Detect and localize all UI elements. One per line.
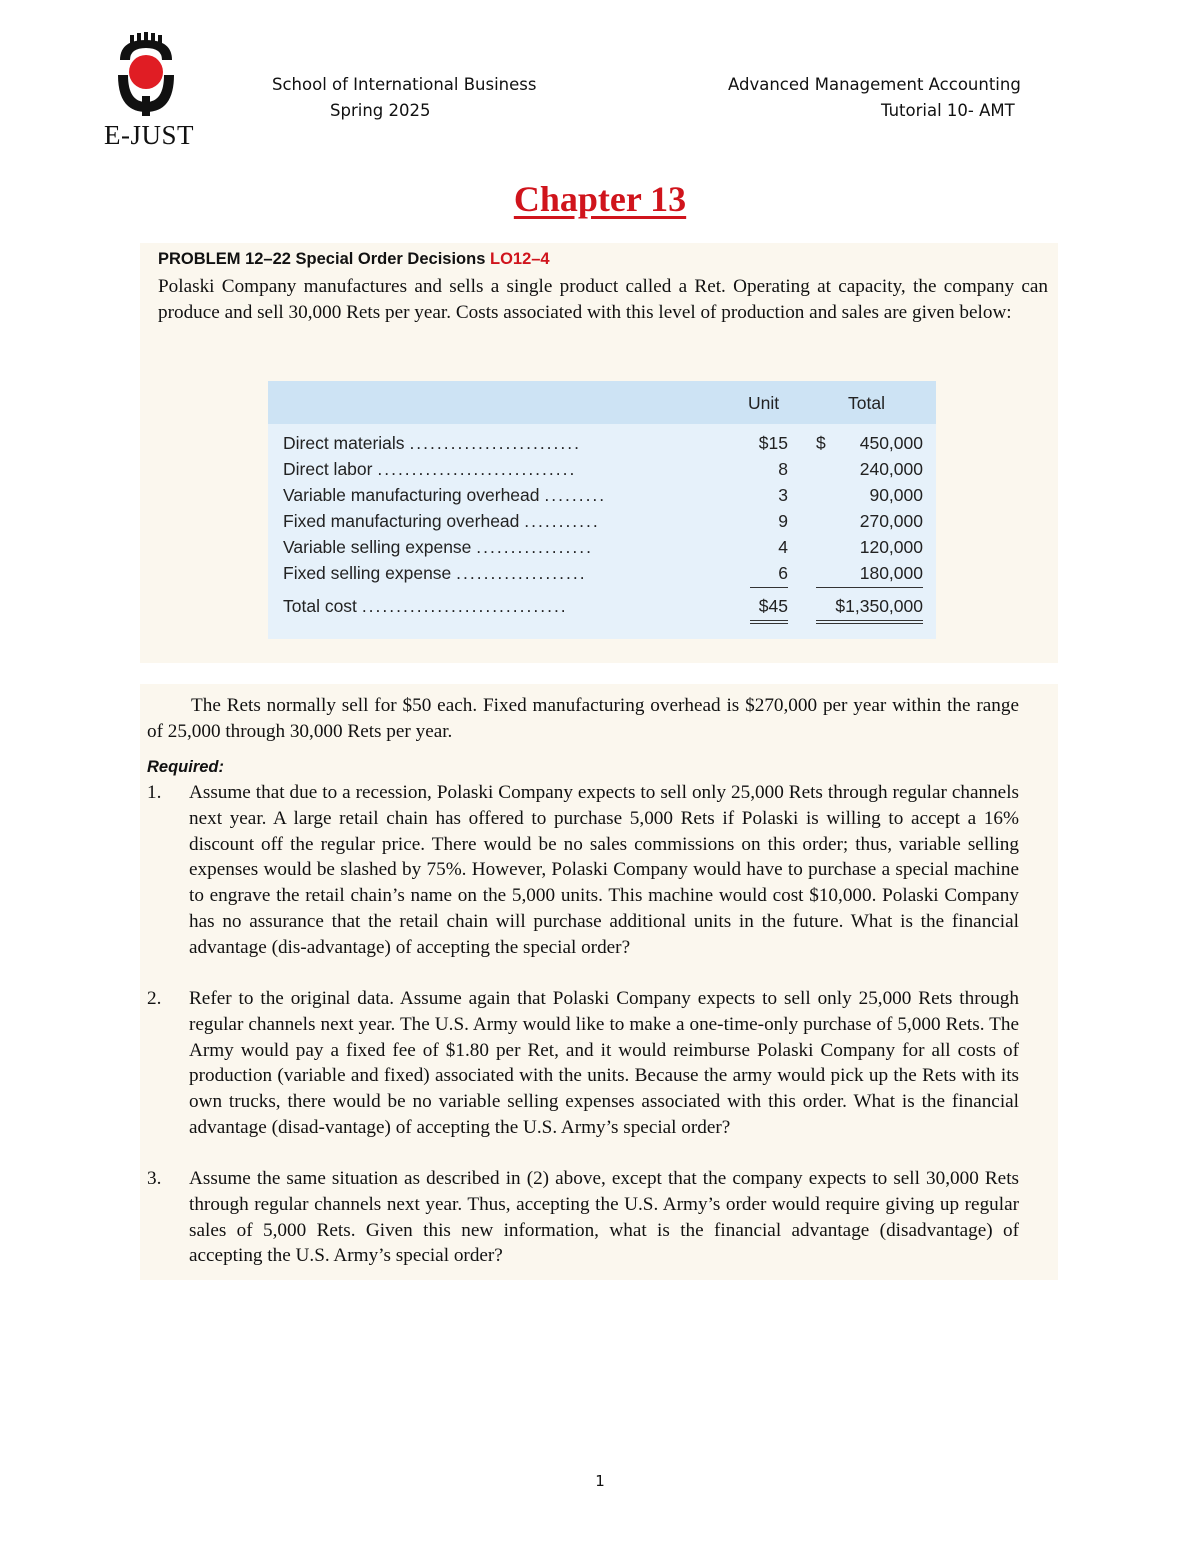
problem-intro: Polaski Company manufactures and sells a single product called a Ret. Operating at capacity, the company can produce and sell 30,000 Rets per year. Costs associated with this level of production and sales are given below: — [158, 276, 1048, 323]
header-tutorial: Tutorial 10- AMT — [881, 101, 1015, 120]
total-double-rule — [750, 623, 788, 624]
unit-value: $15 — [758, 433, 788, 453]
header-term: Spring 2025 — [330, 101, 431, 120]
total-unit-value: $45 — [758, 596, 788, 616]
requirement-item: 3. Assume the same situation as described in (2) above, except that the company expects to sell 30,000 Rets through regular channels next year. Thus, accepting the U.S. Army’s order would require giving up regular sales of 5,000 Rets. Given this new information, what is the financial advantage (disadvantage) of accepting the U.S. Army’s special order? — [147, 1168, 1019, 1267]
row-label: Direct materials ......................... — [283, 433, 581, 453]
total-double-rule — [816, 620, 923, 621]
grand-total-value: $1,350,000 — [835, 596, 923, 616]
total-row-label: Total cost .............................. — [283, 596, 568, 616]
total-double-rule — [816, 623, 923, 624]
cost-table — [268, 381, 936, 639]
total-value: 120,000 — [859, 537, 923, 557]
total-value: 90,000 — [869, 485, 923, 505]
row-label: Variable manufacturing overhead ......... — [283, 485, 607, 505]
subtotal-rule — [816, 587, 923, 588]
unit-value: 8 — [778, 459, 788, 479]
row-label: Fixed selling expense ................... — [283, 563, 587, 583]
row-label: Direct labor ............................. — [283, 459, 577, 479]
required-label: Required: — [147, 758, 225, 776]
col-header-unit: Unit — [748, 393, 780, 413]
total-value: 240,000 — [859, 459, 923, 479]
total-dollar-sign: $ — [816, 433, 826, 453]
row-label: Variable selling expense ................. — [283, 537, 593, 557]
chapter-title: Chapter 13 — [513, 179, 687, 219]
unit-value: 3 — [778, 485, 788, 505]
problem-title: PROBLEM 12–22 Special Order Decisions — [158, 250, 486, 268]
page-number: 1 — [595, 1472, 605, 1490]
total-value: 180,000 — [859, 563, 923, 583]
requirement-item: 1. Assume that due to a recession, Polaski Company expects to sell only 25,000 Rets through regular channels next year. A large retail chain has offered to purchase 5,000 Rets if Polaski is willing to accept a 16% discount off the regular price. There would be no sales commissions on this order; thus, variable selling expenses would be slashed by 75%. However, Polaski Company would have to purchase a special machine to engrave the retail chain’s name on the 5,000 units. This machine would cost $10,000. Polaski Company has no assurance that the retail chain will purchase additional units in the future. What is the financial advantage (dis-advantage) of accepting the special order? — [147, 782, 1019, 958]
unit-value: 4 — [778, 537, 788, 557]
col-header-total: Total — [848, 393, 885, 413]
logo-text: E-JUST — [104, 120, 194, 150]
problem-heading — [158, 250, 550, 269]
unit-value: 6 — [778, 563, 788, 583]
header-school: School of International Business — [272, 75, 537, 94]
learning-objective: LO12–4 — [489, 250, 550, 268]
body-paragraph: The Rets normally sell for $50 each. Fixed manufacturing overhead is $270,000 per year within the range of 25,000 through 30,000 Rets per year. — [147, 695, 1019, 742]
total-double-rule — [750, 620, 788, 621]
subtotal-rule — [750, 587, 788, 588]
row-label: Fixed manufacturing overhead ........... — [283, 511, 600, 531]
header-course: Advanced Management Accounting — [728, 75, 1021, 94]
total-value: 270,000 — [859, 511, 923, 531]
requirement-item: 2. Refer to the original data. Assume again that Polaski Company expects to sell only 25,000 Rets through regular channels next year. The U.S. Army would like to make a one-time-only purchase of 5,000 Rets. The Army would pay a fixed fee of $1.80 per Ret, and it would reimburse Polaski Company for all costs of production (variable and fixed) associated with the units. Because the army would pick up the Rets with its own trucks, there would be no variable selling expenses associated with this order. What is the financial advantage (disad-vantage) of accepting the U.S. Army’s special order? — [147, 988, 1019, 1138]
unit-value: 9 — [778, 511, 788, 531]
cost-table-header — [268, 381, 936, 424]
total-value: $ 450,000 — [816, 433, 923, 453]
